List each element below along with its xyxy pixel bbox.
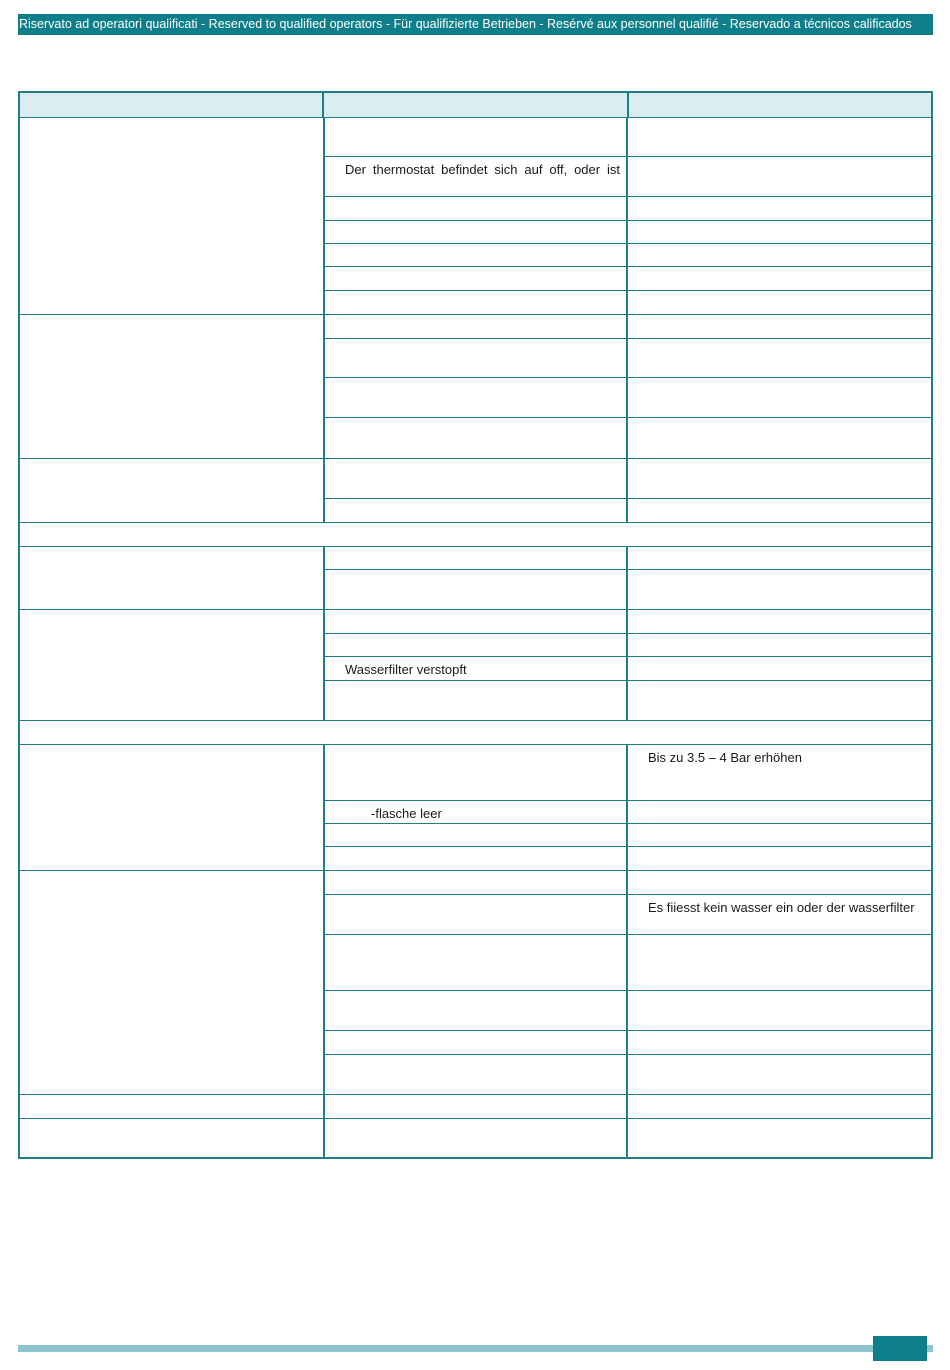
- problem-cell: [20, 315, 325, 458]
- table-group: [20, 1119, 931, 1157]
- table-row: [325, 1095, 931, 1118]
- table-group: [20, 547, 931, 610]
- table-group: [20, 118, 931, 315]
- problem-cell: [20, 547, 325, 609]
- table-row: [325, 157, 931, 197]
- table-row: [325, 824, 931, 847]
- table-group: [20, 871, 931, 1095]
- qualified-operators-banner: [18, 14, 933, 35]
- page-number-tab: [873, 1336, 927, 1361]
- table-row: [325, 339, 931, 378]
- thermostat-off-text: Der thermostat befindet sich auf off, oder ist: [345, 162, 620, 177]
- problem-cell: [20, 118, 325, 314]
- section-divider-row: [20, 721, 931, 745]
- table-group: [20, 1095, 931, 1119]
- section-divider-row: [20, 523, 931, 547]
- table-row: [325, 1119, 931, 1157]
- problem-cell: [20, 1119, 325, 1157]
- footer-bar: [18, 1345, 933, 1352]
- header-cell-problem: [20, 93, 322, 117]
- cause-cell: [325, 157, 628, 196]
- table-row: [325, 547, 931, 570]
- table-row: [325, 221, 931, 244]
- cause-cell: [325, 657, 628, 680]
- table-row: [325, 871, 931, 895]
- table-row: [325, 197, 931, 221]
- water-filter-clogged-text: Wasserfilter verstopft: [345, 662, 467, 677]
- problem-cell: [20, 459, 325, 522]
- bottle-empty-text: -flasche leer: [371, 806, 442, 821]
- table-row: [325, 895, 931, 935]
- table-row: [325, 801, 931, 824]
- table-row: [325, 570, 931, 609]
- solution-cell: [628, 895, 931, 934]
- table-row: [325, 935, 931, 991]
- table-row: [325, 118, 931, 157]
- increase-pressure-text: Bis zu 3.5 – 4 Bar erhöhen: [648, 750, 802, 765]
- header-cell-cause: [322, 93, 626, 117]
- table-row: [325, 657, 931, 681]
- table-row: [325, 610, 931, 634]
- problem-cell: [20, 1095, 325, 1118]
- problem-cell: [20, 745, 325, 870]
- table-row: [325, 244, 931, 267]
- table-row: [325, 378, 931, 418]
- solution-cell: [628, 745, 931, 800]
- table-group: [20, 745, 931, 871]
- problem-cell: [20, 610, 325, 720]
- header-cell-solution: [627, 93, 931, 117]
- table-row: [325, 1055, 931, 1094]
- table-row: [325, 315, 931, 339]
- table-row: [325, 745, 931, 801]
- table-row: [325, 681, 931, 720]
- table-row: [325, 459, 931, 499]
- table-row: [325, 291, 931, 314]
- troubleshooting-table: [18, 91, 933, 1159]
- table-row: [325, 1031, 931, 1055]
- table-row: [325, 267, 931, 291]
- table-group: [20, 315, 931, 459]
- table-row: [325, 418, 931, 458]
- banner-text: Riservato ad operatori qualificati - Reserved to qualified operators - Für qualifizierte Betrieben - Resérvé aux personnel qualifié - Reservado a técnicos calificados: [19, 17, 912, 31]
- table-row: [325, 991, 931, 1031]
- cause-cell: [325, 801, 628, 823]
- table-row: [325, 634, 931, 657]
- table-row: [325, 499, 931, 522]
- no-water-inflow-text: Es fiiesst kein wasser ein oder der wasserfilter: [648, 900, 915, 915]
- table-row: [325, 847, 931, 870]
- problem-cell: [20, 871, 325, 1094]
- table-group: [20, 610, 931, 721]
- table-group: [20, 459, 931, 523]
- table-header-row: [20, 93, 931, 118]
